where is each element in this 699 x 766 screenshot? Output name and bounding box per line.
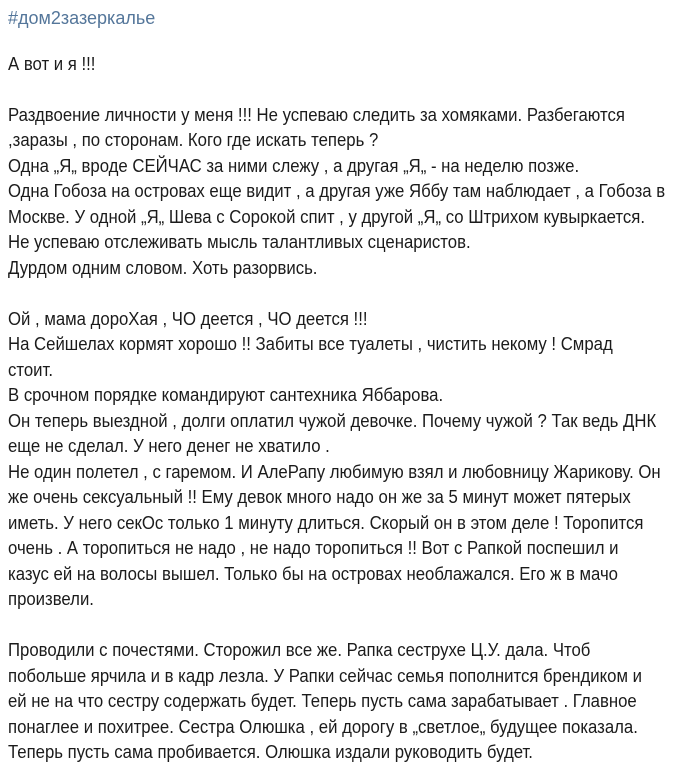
text-line: понаглее и похитрее. Сестра Олюшка , ей дорогу в „светлое„ будущее показала. (8, 716, 638, 737)
text-line: Не успеваю отслеживать мысль талантливых сценаристов. (8, 232, 471, 252)
text-line: же очень сексуальный !! Ему девок много надо он же за 5 минут может пятерых (8, 487, 631, 507)
text-line: Раздвоение личности у меня !!! Не успеваю следить за хомяками. Разбегаются (8, 104, 625, 125)
text-paragraph (8, 307, 691, 613)
text-line: Не один полетел , с гаремом. И АлеРапу любимую взял и любовницу Жарикову. Он (8, 461, 661, 482)
text-line: иметь. У него секОс только 1 минуту длиться. Скорый он в этом деле ! Торопится (8, 512, 644, 533)
text-line: Дурдом одним словом. Хоть разорвись. (8, 257, 318, 278)
text-paragraph (8, 52, 691, 78)
text-paragraph (8, 638, 691, 766)
text-line: стоит. (8, 359, 53, 380)
text-line: Теперь пусть сама пробивается. Олюшка издали руководить будет. (8, 742, 533, 762)
text-line: Ой , мама дороХая , ЧО деется , ЧО деется !!! (8, 308, 368, 329)
text-line: В срочном порядке командируют сантехника Яббарова. (8, 385, 444, 405)
hashtag-link[interactable]: #дом2зазеркалье (8, 8, 156, 28)
text-line: Одна „Я„ вроде СЕЙЧАС за ними слежу , а другая „Я„ - на неделю позже. (8, 155, 580, 176)
text-line: произвели. (8, 589, 94, 609)
text-line: побольше ярчила и в кадр лезла. У Рапки сейчас семья пополнится брендиком и (8, 665, 642, 686)
text-line: Москве. У одной „Я„ Шева с Сорокой спит , у другой „Я„ со Штрихом кувыркается. (8, 206, 645, 227)
text-line: Одна Гобоза на островах еще видит , а другая уже Яббу там наблюдает , а Гобоза в (8, 181, 666, 201)
text-line: ,заразы , по сторонам. Кого где искать теперь ? (8, 130, 379, 150)
text-line: казус ей на волосы вышел. Только бы на островах необлажался. Его ж в мачо (8, 563, 619, 584)
text-line: Проводили с почестями. Сторожил все же. Рапка сеструхе Ц.У. дала. Чтоб (8, 640, 591, 660)
text-paragraph (8, 103, 691, 282)
text-line: очень . А торопиться не надо , не надо торопиться !! Вот с Рапкой поспешил и (8, 538, 619, 558)
text-line: А вот и я !!! (8, 53, 96, 74)
text-line: еще не сделал. У него денег не хватило . (8, 436, 330, 456)
text-line: Он теперь выездной , долги оплатил чужой девочке. Почему чужой ? Так ведь ДНК (8, 410, 657, 431)
text-line: ей не на что сестру содержать будет. Теперь пусть сама зарабатывает . Главное (8, 691, 637, 711)
text-line: На Сейшелах кормят хорошо !! Забиты все туалеты , чистить некому ! Смрад (8, 334, 613, 354)
post-text (8, 52, 691, 766)
